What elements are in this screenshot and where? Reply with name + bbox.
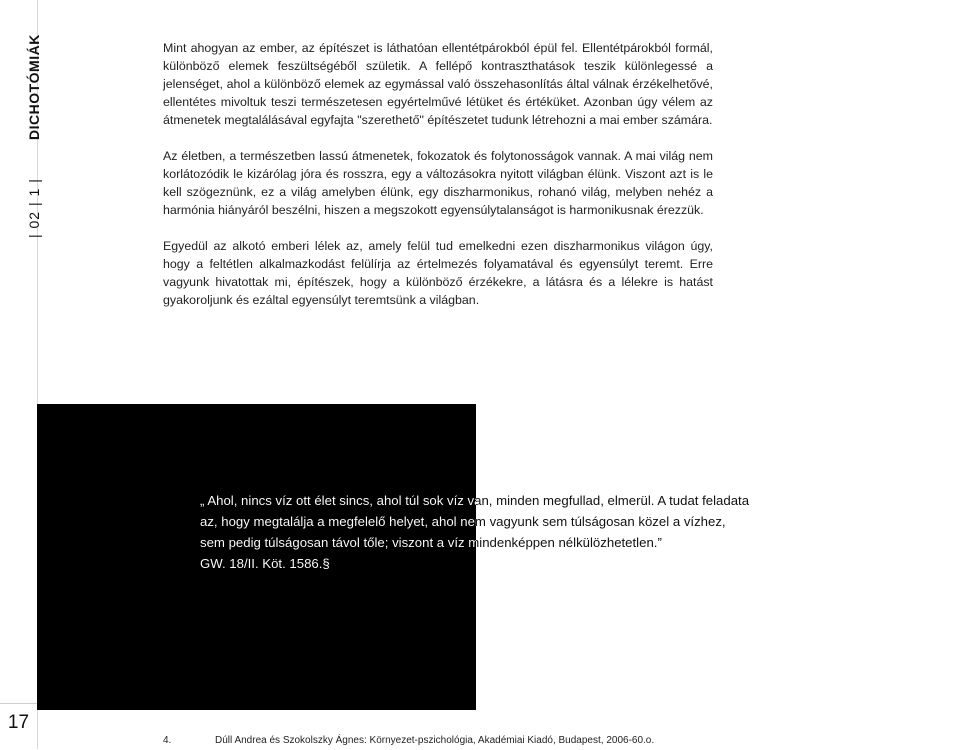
footnote-number: 4. — [163, 735, 172, 746]
body-text — [163, 39, 713, 309]
quote-line: „ Ahol, nincs víz ott élet sincs, ahol túl sok víz van, minden megfullad, elmerül. A tudat feladata — [200, 490, 752, 511]
quote-block — [200, 490, 752, 574]
section-number: | 02 | 1 | — [26, 178, 42, 238]
page-number: 17 — [7, 712, 30, 733]
sidebar — [0, 0, 42, 749]
quote-citation: GW. 18/II. Köt. 1586.§ — [200, 553, 752, 574]
quote-line: sem pedig túlságosan távol tőle; viszont a víz mindenképpen nélkülözhetetlen.” — [200, 532, 752, 553]
paragraph: Egyedül az alkotó emberi lélek az, amely felül tud emelkedni ezen diszharmonikus világon úgy, hogy a feltétlen alkalmazkodást felülírja az értelmezés folyamatával és egyensúlyt teremt. Erre vagyunk hivatottak mi, építészek, hogy a különböző érzékekre, a látásra és a lélekre is hatást gyakoroljunk és ezáltal egyensúlyt teremtsünk a világban. — [163, 239, 713, 307]
section-title: DICHOTÓMIÁK — [26, 34, 42, 140]
paragraph: Mint ahogyan az ember, az építészet is láthatóan ellentétpárokból épül fel. Ellentétpárokból formál, különböző elemek feszültségéből születik. A fellépő kontraszthatások teszik különlegessé a jelenséget, ahol a különböző elemek az egymással való összehasonlítás által válnak érzékelhetővé, ellentétes mivoltuk teszi természetesen egyértelművé létüket és értéküket. Azonban úgy vélem az átmenetek megtalálásával egyfajta "szerethető" építészetet tudunk létrehozni a mai ember számára. — [163, 41, 713, 127]
footnote-text: Dúll Andrea és Szokolszky Ágnes: Környezet-pszichológia, Akadémiai Kiadó, Budapest, 2006-60.o. — [215, 735, 655, 746]
paragraph: Az életben, a természetben lassú átmenetek, fokozatok és folytonosságok vannak. A mai világ nem korlátozódik le kizárólag jóra és rosszra, egy a változásokra nyitott világban élünk. Viszont azt is le kell szögeznünk, ez a világ amelyben élünk, egy diszharmonikus, rohanó világ, melyben nehéz a harmónia hiányáról beszélni, hiszen a megszokott egyensúlytalanságot is harmonikusnak érezzük. — [163, 149, 713, 217]
footnote — [163, 735, 654, 746]
quote-line: az, hogy megtalálja a megfelelő helyet, ahol nem vagyunk sem túlságosan közel a vízhez, — [200, 511, 752, 532]
